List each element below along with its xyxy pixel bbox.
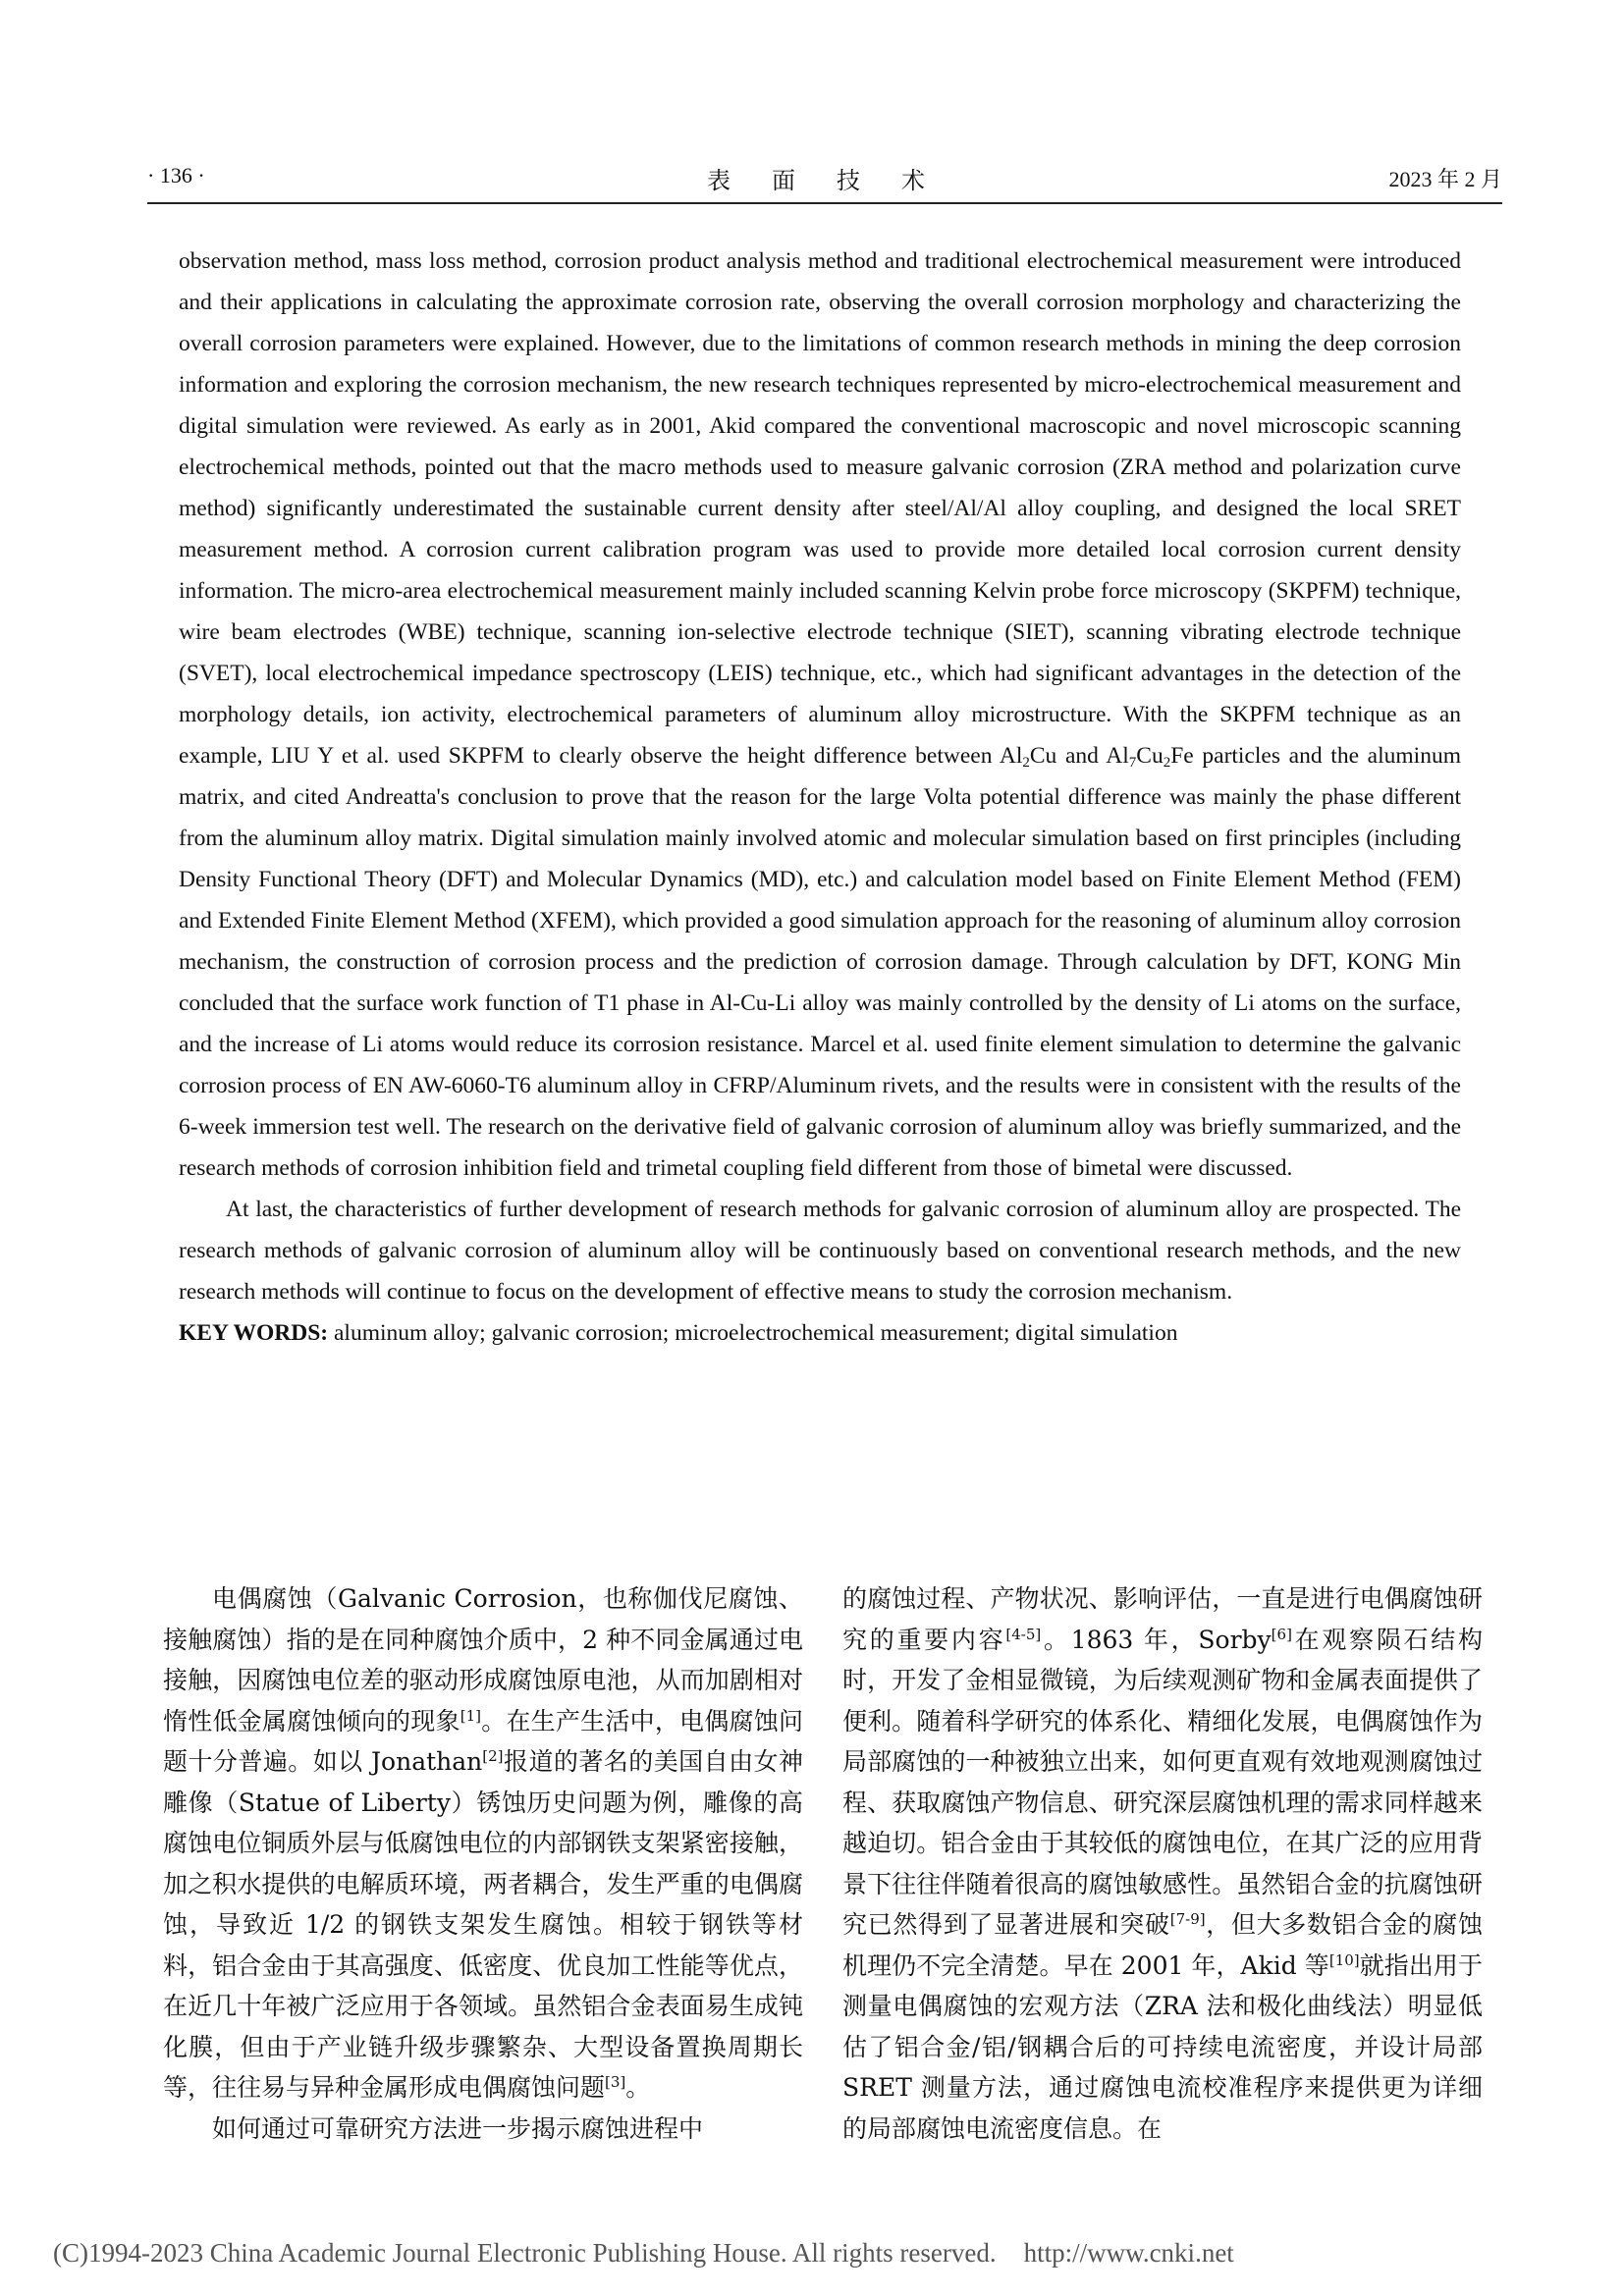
page-number: · 136 ·	[147, 163, 205, 187]
copyright-text: (C)1994-2023 China Academic Journal Electronic Publishing House. All rights reserved.	[53, 2238, 997, 2268]
citation[interactable]: [3]	[605, 2073, 626, 2091]
body-column-right	[842, 1578, 1483, 2149]
journal-title: 表 面 技 术	[707, 169, 943, 194]
body-column-left	[163, 1578, 803, 2149]
body-paragraph: 如何通过可靠研究方法进一步揭示腐蚀进程中	[212, 2113, 704, 2143]
footer-link[interactable]: http://www.cnki.net	[1023, 2238, 1234, 2268]
abstract-paragraph: At last, the characteristics of further development of research methods for galvanic corrosion of aluminum alloy are prospected. The research methods of galvanic corrosion of aluminum alloy will be continuously based on conventional research methods, and the new research methods will continue to focus on the development of effective means to study the corrosion mechanism.	[179, 1197, 1461, 1305]
abstract-paragraph: observation method, mass loss method, corrosion product analysis method and traditional electrochemical measurement were introduced and their applications in calculating the approximate corrosion rate, observing the overall corrosion morphology and characterizing the overall corrosion parameters were explained. However, due to the limitations of common research methods in mining the deep corrosion information and exploring the corrosion mechanism, the new research techniques represented by micro-electrochemical measurement and digital simulation were reviewed. As early as in 2001, Akid compared the conventional macroscopic and novel microscopic scanning electrochemical methods, pointed out that the macro methods used to measure galvanic corrosion (ZRA method and polarization curve method) significantly underestimated the sustainable current density after steel/Al/Al alloy coupling, and designed the local SRET measurement method. A corrosion current calibration program was used to provide more detailed local corrosion current density information. The micro-area electrochemical measurement mainly included scanning Kelvin probe force microscopy (SKPFM) technique, wire beam electrodes (WBE) technique, scanning ion-selective electrode technique (SIET), scanning vibrating electrode technique (SVET), local electrochemical impedance spectroscopy (LEIS) technique, etc., which had significant advantages in the detection of the morphology details, ion activity, electrochemical parameters of aluminum alloy microstructure. With the SKPFM technique as an example, LIU Y et al. used SKPFM to clearly observe the height difference between $Al_2Cu$ and $Al_7Cu_2Fe$ particles and the aluminum matrix, and cited Andreatta's conclusion to prove that the reason for the large Volta potential difference was mainly the phase different from the aluminum alloy matrix. Digital simulation mainly involved atomic and molecular simulation based on first principles (including Density Functional Theory (DFT) and Molecular Dynamics (MD), etc.) and calculation model based on Finite Element Method (FEM) and Extended Finite Element Method (XFEM), which provided a good simulation approach for the reasoning of aluminum alloy corrosion mechanism, the construction of corrosion process and the prediction of corrosion damage. Through calculation by DFT, KONG Min concluded that the surface work function of T1 phase in Al-Cu-Li alloy was mainly controlled by the density of Li atoms on the surface, and the increase of Li atoms would reduce its corrosion resistance. Marcel et al. used finite element simulation to determine the galvanic corrosion process of EN AW-6060-T6 aluminum alloy in CFRP/Aluminum rivets, and the results were in consistent with the results of the 6-week immersion test well. The research on the derivative field of galvanic corrosion of aluminum alloy was briefly summarized, and the research methods of corrosion inhibition field and trimetal coupling field different from those of bimetal were discussed.	[179, 248, 1461, 1181]
body-paragraph: 的腐蚀过程、产物状况、影响评估，一直是进行电偶腐蚀研究的重要内容[4-5]。1863 年，Sorby[6]在观察陨石结构时，开发了金相显微镜，为后续观测矿物和金属表面提供了便利。随着科学研究的体系化、精细化发展，电偶腐蚀作为局部腐蚀的一种被独立出来，如何更直观有效地观测腐蚀过程、获取腐蚀产物信息、研究深层腐蚀机理的需求同样越来越迫切。铝合金由于其较低的腐蚀电位，在其广泛的应用背景下往往伴随着很高的腐蚀敏感性。虽然铝合金的抗腐蚀研究已然得到了显著进展和突破[7-9]，但大多数铝合金的腐蚀机理仍不完全清楚。早在 2001 年，Akid 等[10]就指出用于测量电偶腐蚀的宏观方法（ZRA 法和极化曲线法）明显低估了铝合金/铝/钢耦合后的可持续电流密度，并设计局部 SRET 测量方法，通过腐蚀电流校准程序来提供更为详细的局部腐蚀电流密度信息。在	[842, 1584, 1483, 2143]
body-paragraph: 电偶腐蚀（Galvanic Corrosion，也称伽伐尼腐蚀、接触腐蚀）指的是在同种腐蚀介质中，2 种不同金属通过电接触，因腐蚀电位差的驱动形成腐蚀原电池，从而加剧相对惰性低金属腐蚀倾向的现象[1]。在生产生活中，电偶腐蚀问题十分普遍。如以 Jonathan[2]报道的著名的美国自由女神雕像（Statue of Liberty）锈蚀历史问题为例，雕像的高腐蚀电位铜质外层与低腐蚀电位的内部钢铁支架紧密接触，加之积水提供的电解质环境，两者耦合，发生严重的电偶腐蚀，导致近 1/2 的钢铁支架发生腐蚀。相较于钢铁等材料，铝合金由于其高强度、低密度、优良加工性能等优点，在近几十年被广泛应用于各领域。虽然铝合金表面易生成钝化膜，但由于产业链升级步骤繁杂、大型设备置换周期长等，往往易与异种金属形成电偶腐蚀问题[3]。	[163, 1584, 803, 2102]
citation[interactable]: [7-9]	[1169, 1910, 1206, 1928]
keywords-label: KEY WORDS:	[179, 1320, 329, 1346]
citation[interactable]: [2]	[482, 1747, 504, 1765]
copyright-footer	[53, 2238, 1262, 2269]
english-abstract	[179, 240, 1461, 1354]
page-header	[147, 159, 1502, 204]
issue-date: 2023 年 2 月	[1388, 167, 1502, 191]
citation[interactable]: [10]	[1328, 1950, 1360, 1969]
citation[interactable]: [6]	[1271, 1625, 1292, 1643]
citation[interactable]: [4-5]	[1005, 1625, 1042, 1643]
keywords: KEY WORDS: aluminum alloy; galvanic corrosion; microelectrochemical measurement; digital simulation	[179, 1320, 1178, 1346]
citation[interactable]: [1]	[460, 1706, 481, 1725]
